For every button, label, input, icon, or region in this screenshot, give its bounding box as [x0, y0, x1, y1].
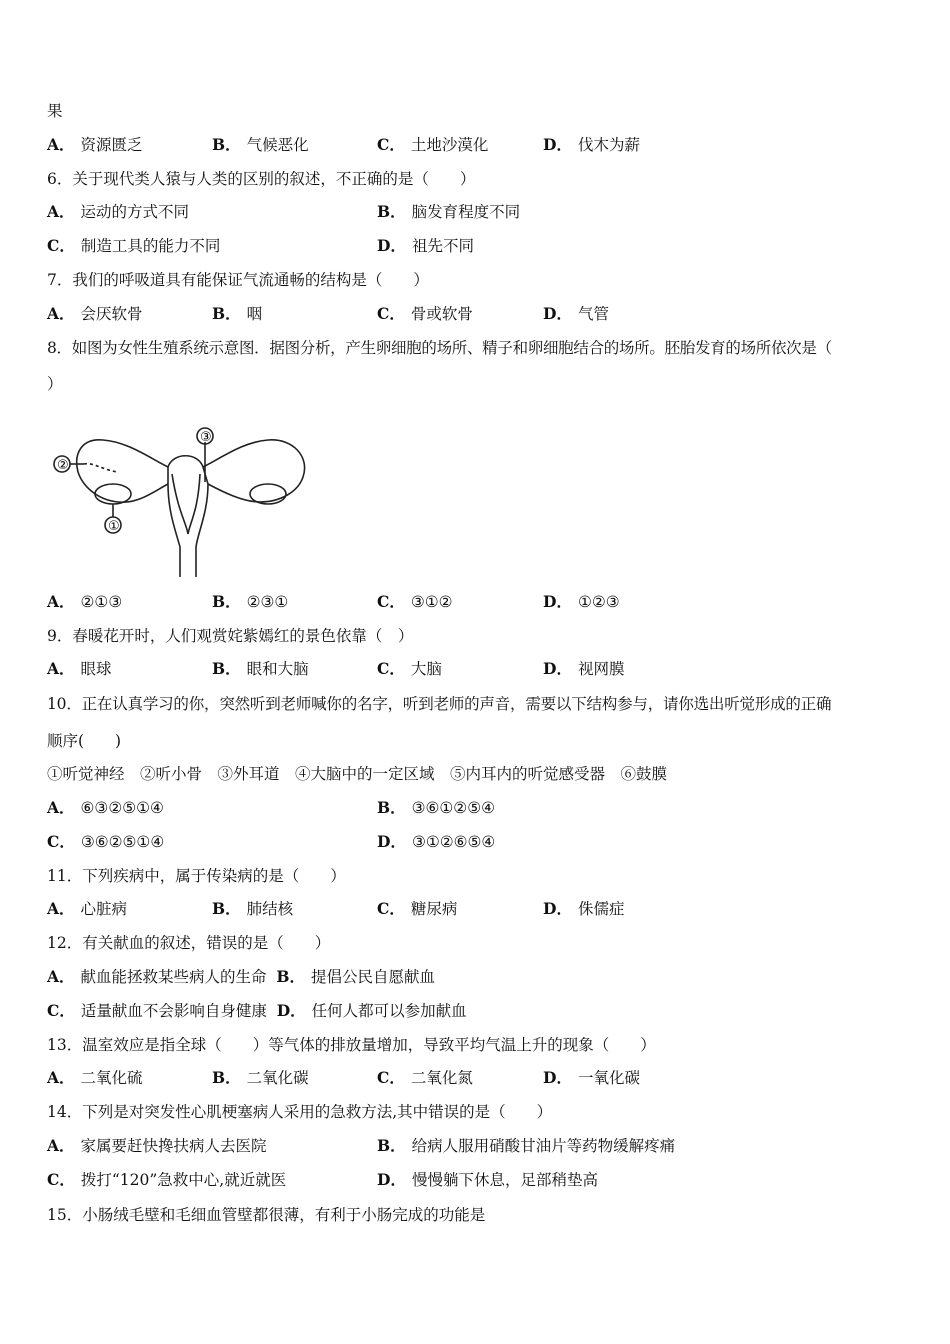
q6-stem: 6．关于现代类人猿与人类的区别的叙述，不正确的是（ ） — [47, 170, 476, 188]
option-d: D． 慢慢躺下休息，足部稍垫高 — [377, 1170, 598, 1189]
option-c: C． 大脑 — [377, 659, 442, 678]
q12-stem: 12．有关献血的叙述，错误的是（ ） — [47, 934, 331, 952]
option-b: B． 眼和大脑 — [212, 659, 309, 678]
q15-stem: 15．小肠绒毛壁和毛细血管壁都很薄，有利于小肠完成的功能是 — [47, 1206, 486, 1224]
q10-stem-end: 顺序( ) — [47, 732, 122, 750]
option-a: A． 二氧化硫 — [47, 1068, 143, 1087]
option-c: C． 骨或软骨 — [377, 304, 473, 323]
female-reproductive-system-figure — [48, 422, 318, 577]
option-b: B． 肺结核 — [212, 899, 294, 918]
option-d: D． 气管 — [543, 304, 609, 323]
option-c: C． 制造工具的能力不同 — [47, 236, 221, 255]
option-b: B． 给病人服用硝酸甘油片等药物缓解疼痛 — [377, 1136, 676, 1155]
option-d: D． 祖先不同 — [377, 236, 474, 255]
option-a: A． 会厌软骨 — [47, 304, 143, 323]
option-d: D． ③①②⑥⑤④ — [377, 832, 496, 851]
q8-stem-end: ） — [47, 375, 63, 393]
q12-options-line-1: A． 献血能拯救某些病人的生命 B． 提倡公民自愿献血 — [47, 967, 436, 986]
option-d: D． 一氧化碳 — [543, 1068, 640, 1087]
q5-stem-tail: 果 — [47, 102, 63, 120]
q14-stem: 14．下列是对突发性心肌梗塞病人采用的急救方法,其中错误的是（ ） — [47, 1103, 553, 1121]
option-a: A． ②①③ — [47, 592, 123, 611]
figure-label-3: ③ — [200, 430, 212, 445]
q10-stem: 10．正在认真学习的你，突然听到老师喊你的名字，听到老师的声音，需要以下结构参与，请你选出听觉形成的正确 — [47, 695, 832, 713]
option-d: D． 伐木为薪 — [543, 135, 640, 154]
option-c: C． ③①② — [377, 592, 453, 611]
option-d: D． 侏儒症 — [543, 899, 625, 918]
option-b: B． 二氧化碳 — [212, 1068, 309, 1087]
q12-options-line-2: C． 适量献血不会影响自身健康 D． 任何人都可以参加献血 — [47, 1001, 467, 1020]
q7-stem: 7．我们的呼吸道具有能保证气流通畅的结构是（ ） — [47, 271, 429, 289]
figure-label-2: ② — [57, 458, 69, 473]
option-a: A． 资源匮乏 — [47, 135, 143, 154]
option-a: A． 家属要赶快搀扶病人去医院 — [47, 1136, 267, 1155]
option-a: A． 心脏病 — [47, 899, 128, 918]
option-b: B． 咽 — [212, 304, 263, 323]
q10-items: ①听觉神经 ②听小骨 ③外耳道 ④大脑中的一定区域 ⑤内耳内的听觉感受器 ⑥鼓膜 — [47, 765, 668, 783]
option-c: C． 拨打“120”急救中心,就近就医 — [47, 1170, 287, 1189]
option-d: D． 视网膜 — [543, 659, 625, 678]
option-b: B． 气候恶化 — [212, 135, 309, 154]
option-d: D． ①②③ — [543, 592, 620, 611]
q8-stem: 8．如图为女性生殖系统示意图．据图分析，产生卵细胞的场所、精子和卵细胞结合的场所。胚胎发育的场所依次是（ — [47, 339, 832, 357]
q9-stem: 9．春暖花开时，人们观赏姹紫嫣红的景色依靠（ ） — [47, 627, 414, 645]
option-c: C． 糖尿病 — [377, 899, 458, 918]
option-b: B． ②③① — [212, 592, 289, 611]
option-a: A． 眼球 — [47, 659, 112, 678]
option-b: B． ③⑥①②⑤④ — [377, 798, 495, 817]
q11-stem: 11．下列疾病中，属于传染病的是（ ） — [47, 867, 346, 885]
option-c: C． 土地沙漠化 — [377, 135, 489, 154]
option-a: A． ⑥③②⑤①④ — [47, 798, 164, 817]
option-c: C． ③⑥②⑤①④ — [47, 832, 165, 851]
figure-label-1: ① — [108, 519, 120, 534]
option-a: A． 运动的方式不同 — [47, 202, 190, 221]
q13-stem: 13．温室效应是指全球（ ）等气体的排放量增加，导致平均气温上升的现象（ ） — [47, 1036, 656, 1054]
option-b: B． 脑发育程度不同 — [377, 202, 521, 221]
option-c: C． 二氧化氮 — [377, 1068, 473, 1087]
